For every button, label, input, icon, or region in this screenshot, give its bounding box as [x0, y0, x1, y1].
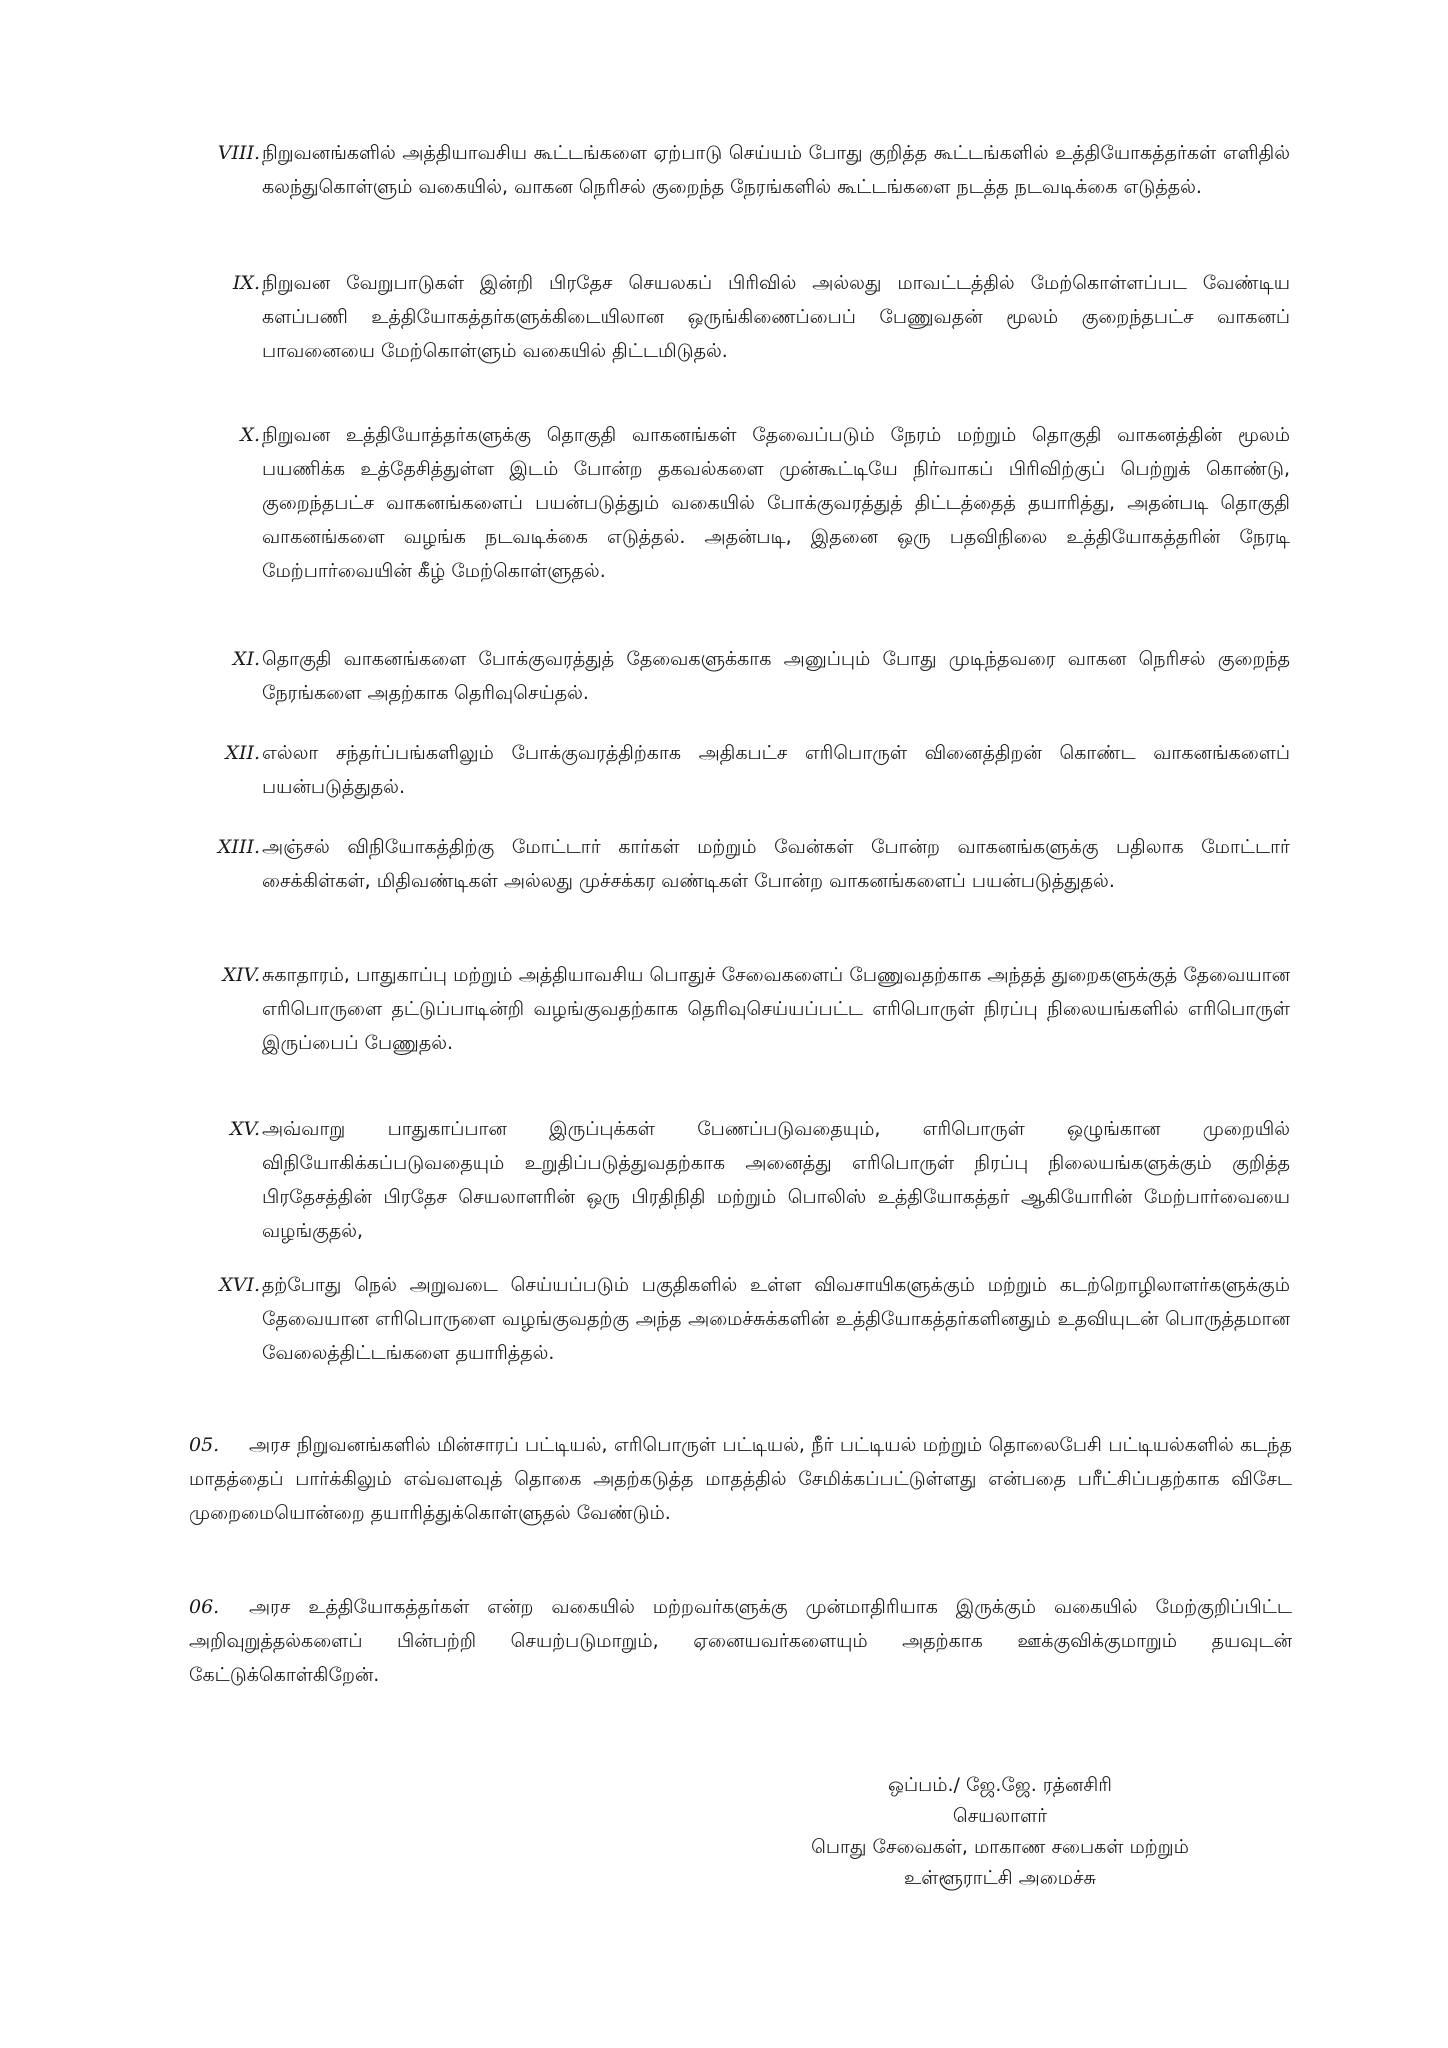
list-item-number: XVI.: [219, 1274, 260, 1296]
list-item-number: IX.: [232, 272, 260, 294]
paragraph-number: 05.: [189, 1434, 220, 1456]
signature-ministry-line-2: உள்ளூராட்சி அமைச்சு: [904, 1867, 1096, 1889]
list-item-number: XI.: [232, 648, 260, 670]
list-item-number: XIV.: [222, 964, 260, 986]
paragraph-number: 06.: [189, 1596, 220, 1618]
list-item-text: எல்லா சந்தர்ப்பங்களிலும் போக்குவரத்திற்காக அதிகபட்ச எரிபொருள் வினைத்திறன் கொண்ட வாகனங்களைப் பயன்படுத்துதல்.: [262, 742, 1290, 798]
signature-name: ஒப்பம்./ ஜே.ஜே. ரத்னசிரி: [888, 1774, 1112, 1796]
list-item-number: XV.: [230, 1118, 260, 1140]
paragraph-06: [189, 1590, 1292, 1692]
list-item-number: X.: [240, 424, 260, 446]
signature-title: செயலாளர்: [952, 1805, 1048, 1827]
signature-block: [720, 1770, 1280, 1894]
list-item-text: அஞ்சல் விநியோகத்திற்கு மோட்டார் கார்கள் மற்றும் வேன்கள் போன்ற வாகனங்களுக்கு பதிலாக மோட்டார் சைக்கிள்கள், மிதிவண்டிகள் அல்லது முச்சக்கர வண்டிகள் போன்ற வாகனங்களைப் பயன்படுத்துதல்.: [262, 836, 1290, 892]
list-item-number: XIII.: [217, 836, 260, 858]
signature-ministry-line-1: பொது சேவைகள், மாகாண சபைகள் மற்றும்: [811, 1836, 1189, 1858]
list-item-number: VIII.: [217, 142, 260, 164]
list-item-text: சுகாதாரம், பாதுகாப்பு மற்றும் அத்தியாவசிய பொதுச் சேவைகளைப் பேணுவதற்காக அந்தத் துறைகளுக்குத் தேவையான எரிபொருளை தட்டுப்பாடின்றி வழங்குவதற்காக தெரிவுசெய்யப்பட்ட எரிபொருள் நிரப்பு நிலையங்களில் எரிபொருள் இருப்பைப் பேணுதல்.: [262, 964, 1290, 1054]
list-item-text: தொகுதி வாகனங்களை போக்குவரத்துத் தேவைகளுக்காக அனுப்பும் போது முடிந்தவரை வாகன நெரிசல் குறைந்த நேரங்களை அதற்காக தெரிவுசெய்தல்.: [262, 648, 1290, 704]
list-item-text: நிறுவன வேறுபாடுகள் இன்றி பிரதேச செயலகப் பிரிவில் அல்லது மாவட்டத்தில் மேற்கொள்ளப்பட வேண்டிய களப்பணி உத்தியோகத்தர்களுக்கிடையிலான ஒருங்கிணைப்பைப் பேணுவதன் மூலம் குறைந்தபட்ச வாகனப் பாவனையை மேற்கொள்ளும் வகையில் திட்டமிடுதல்.: [262, 272, 1290, 362]
list-item-text: தற்போது நெல் அறுவடை செய்யப்படும் பகுதிகளில் உள்ள விவசாயிகளுக்கும் மற்றும் கடற்றொழிலாளர்களுக்கும் தேவையான எரிபொருளை வழங்குவதற்கு அந்த அமைச்சுக்களின் உத்தியோகத்தர்களினதும் உதவியுடன் பொருத்தமான வேலைத்திட்டங்களை தயாரித்தல்.: [262, 1274, 1290, 1364]
paragraph-05: [189, 1428, 1292, 1530]
list-item-text: நிறுவனங்களில் அத்தியாவசிய கூட்டங்களை ஏற்பாடு செய்யம் போது குறித்த கூட்டங்களில் உத்தியோகத்தர்கள் எளிதில் கலந்துகொள்ளும் வகையில், வாகன நெரிசல் குறைந்த நேரங்களில் கூட்டங்களை நடத்த நடவடிக்கை எடுத்தல்.: [262, 142, 1290, 198]
list-item-number: XII.: [225, 742, 260, 764]
list-item-text: அவ்வாறு பாதுகாப்பான இருப்புக்கள் பேணப்படுவதையும், எரிபொருள் ஒழுங்கான முறையில் விநியோகிக்கப்படுவதையும் உறுதிப்படுத்துவதற்காக அனைத்து எரிபொருள் நிரப்பு நிலையங்களுக்கும் குறித்த பிரதேசத்தின் பிரதேச செயலாளரின் ஒரு பிரதிநிதி மற்றும் பொலிஸ் உத்தியோகத்தர் ஆகியோரின் மேற்பார்வையை வழங்குதல்,: [262, 1118, 1290, 1242]
paragraph-text: அரச நிறுவனங்களில் மின்சாரப் பட்டியல், எரிபொருள் பட்டியல், நீர் பட்டியல் மற்றும் தொலைபேசி பட்டியல்களில் கடந்த மாதத்தைப் பார்க்கிலும் எவ்வளவுத் தொகை அதற்கடுத்த மாதத்தில் சேமிக்கப்பட்டுள்ளது என்பதை பரீட்சிப்பதற்காக விசேட முறைமையொன்றை தயாரித்துக்கொள்ளுதல் வேண்டும்.: [189, 1434, 1292, 1524]
paragraph-text: அரச உத்தியோகத்தர்கள் என்ற வகையில் மற்றவர்களுக்கு முன்மாதிரியாக இருக்கும் வகையில் மேற்குறிப்பிட்ட அறிவுறுத்தல்களைப் பின்பற்றி செயற்படுமாறும், ஏனையவர்களையும் அதற்காக ஊக்குவிக்குமாறும் தயவுடன் கேட்டுக்கொள்கிறேன்.: [189, 1596, 1292, 1686]
list-item-text: நிறுவன உத்தியோத்தர்களுக்கு தொகுதி வாகனங்கள் தேவைப்படும் நேரம் மற்றும் தொகுதி வாகனத்தின் மூலம் பயணிக்க உத்தேசித்துள்ள இடம் போன்ற தகவல்களை முன்கூட்டியே நிர்வாகப் பிரிவிற்குப் பெற்றுக் கொண்டு, குறைந்தபட்ச வாகனங்களைப் பயன்படுத்தும் வகையில் போக்குவரத்துத் திட்டத்தைத் தயாரித்து, அதன்படி தொகுதி வாகனங்களை வழங்க நடவடிக்கை எடுத்தல். அதன்படி, இதனை ஒரு பதவிநிலை உத்தியோகத்தரின் நேரடி மேற்பார்வையின் கீழ் மேற்கொள்ளுதல்.: [262, 424, 1290, 582]
